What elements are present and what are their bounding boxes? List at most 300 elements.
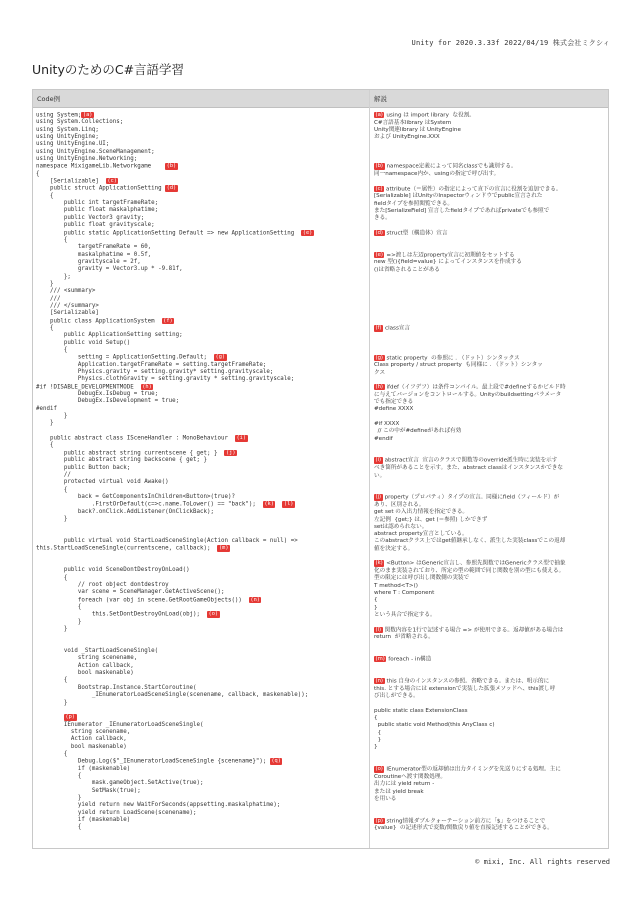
note-line — [374, 259, 606, 266]
code-line — [36, 817, 369, 824]
note-line — [374, 538, 606, 545]
code-line — [36, 310, 369, 317]
code-line — [36, 729, 369, 736]
note-line — [374, 509, 606, 516]
code-line — [36, 531, 369, 538]
note-text: 出力には yield return - — [374, 781, 435, 788]
annotation-marker: (n) — [375, 677, 383, 684]
code-line — [36, 626, 369, 633]
code-text: Debug.Log($"_IEnumeratorLoadSceneSingle {scenename}"); — [36, 758, 270, 765]
explanation-note — [374, 766, 606, 803]
note-line — [374, 362, 606, 369]
code-explanation-table — [32, 89, 609, 849]
note-text: <Button> はGeneric宣言し、参照先関数ではGenericクラス型で抽象 — [386, 560, 566, 567]
code-text: { — [36, 486, 68, 493]
explanation-note — [374, 384, 606, 443]
code-line — [36, 274, 369, 281]
code-text: DebugEx.IsDevelopment = true; — [36, 398, 180, 405]
note-line — [374, 325, 606, 333]
code-line — [36, 589, 369, 596]
note-line — [374, 171, 606, 178]
code-text: } — [36, 794, 82, 801]
code-line — [36, 171, 369, 178]
note-text: [Serializable] はUnityのInspectorウィンドウでpublic宣言された — [374, 193, 543, 200]
note-line — [374, 473, 606, 480]
note-text: また[SerializeField] 宣言したfieldタイプであればprivateでも参照で — [374, 207, 550, 214]
code-line — [36, 633, 369, 640]
code-text: public abstract class ISceneHandler : MonoBehaviour — [36, 435, 235, 442]
code-text: .FirstOrDefault(c=>c.name.ToLower() == "back"); — [36, 501, 263, 508]
code-text: public Vector3 gravity; — [36, 214, 145, 221]
code-text: _IEnumeratorLoadSceneSingle(scenename, callback, maskenable)); — [36, 692, 309, 699]
note-line — [374, 215, 606, 222]
code-line — [36, 340, 369, 347]
annotation-marker: (i) — [236, 435, 247, 442]
code-text: using System.Linq; — [36, 126, 99, 133]
note-line — [374, 766, 606, 774]
code-text: using UnityEngine.SceneManagement; — [36, 148, 155, 155]
note-text: C#言語基本library はSystem — [374, 119, 452, 126]
code-line — [36, 773, 369, 780]
code-line — [36, 722, 369, 729]
code-line — [36, 641, 369, 648]
note-line — [374, 825, 606, 832]
code-line — [36, 751, 369, 758]
code-line — [36, 112, 369, 119]
code-text: public Button back; — [36, 464, 131, 471]
code-line — [36, 611, 369, 618]
code-line — [36, 802, 369, 809]
note-line — [374, 700, 606, 707]
code-text: public int targetFrameRate; — [36, 200, 159, 207]
code-text: } — [36, 699, 68, 706]
note-line — [374, 605, 606, 612]
note-text: where T : Component — [374, 590, 435, 597]
code-text: var scene = SceneManager.GetActiveScene(); — [36, 589, 225, 596]
code-text: bool maskenable) — [36, 670, 134, 677]
code-line — [36, 288, 369, 295]
code-line — [36, 259, 369, 266]
note-text: 関数内容を1行で記述する場合 => が使用できる。返却値がある場合は — [384, 627, 564, 633]
code-line — [36, 780, 369, 787]
annotation-marker: (g) — [215, 354, 226, 361]
note-line — [374, 546, 606, 553]
annotation-marker: (e) — [302, 229, 313, 236]
code-text: yield return new WaitForSeconds(appsetting.maskalphatime); — [36, 802, 281, 809]
note-text: foreach - in構造 — [388, 656, 432, 663]
note-text: あり、区別される。 — [374, 501, 425, 508]
code-text: } — [36, 413, 68, 420]
note-text: this. とする場合には extensionで実装した拡張メソッドへ、this渡し呼 — [374, 685, 556, 692]
code-text: foreach (var obj in scene.GetRootGameObjects()) — [36, 597, 249, 604]
code-line — [36, 604, 369, 611]
code-line — [36, 252, 369, 259]
code-text: protected virtual void Awake() — [36, 479, 169, 486]
note-line — [374, 436, 606, 443]
annotation-marker: (k) — [375, 560, 383, 567]
code-text: targetFrameRate = 60, — [36, 244, 152, 251]
code-text: Physics.gravity = setting.gravity* setting.gravityscale; — [36, 369, 274, 376]
code-line — [36, 281, 369, 288]
note-line — [374, 708, 606, 715]
code-line — [36, 736, 369, 743]
code-line — [36, 347, 369, 354]
notes-column-header: 解説 — [374, 95, 387, 103]
code-line — [36, 545, 369, 552]
note-text: attribute（＝属性）の指定によって直下の宣言に役割を追加できる。 — [386, 186, 562, 192]
note-text: using は import library な役割。 — [386, 112, 475, 119]
code-text: [Serializable] — [36, 178, 106, 185]
code-line — [36, 457, 369, 464]
copyright: © mixi, Inc. All rights reserved — [475, 858, 610, 866]
note-text: // この中が#defineがあれば有効 — [374, 428, 462, 435]
note-line — [374, 406, 606, 413]
note-text: クス — [374, 369, 386, 376]
code-text: public abstract string currentscene { get; } — [36, 450, 225, 457]
code-text: { — [36, 347, 68, 353]
code-line — [36, 163, 369, 170]
note-line — [374, 267, 606, 274]
explanation-note — [374, 230, 606, 238]
annotation-marker: (h) — [142, 383, 152, 390]
note-line — [374, 384, 606, 392]
note-text: public static void Method(this AnyClass c) — [374, 722, 495, 729]
note-text: abstract property宣言としている。 — [374, 531, 468, 538]
note-text: abstract宣言 宣言のクラスで関数等のoverride派生時に実装を示す — [384, 457, 558, 464]
code-line — [36, 362, 369, 369]
note-line — [374, 193, 606, 200]
note-text — [374, 700, 376, 706]
code-text: IEnumerator _IEnumeratorLoadSceneSingle( — [36, 721, 204, 728]
annotation-marker: (d) — [166, 185, 177, 192]
code-text: public struct ApplicationSetting — [36, 185, 166, 192]
note-line — [374, 737, 606, 744]
code-text: void _StartLoadSceneSingle( — [36, 648, 159, 655]
code-line — [36, 332, 369, 339]
note-text: { — [374, 597, 378, 604]
note-text: return が省略される。 — [374, 634, 434, 641]
note-line — [374, 722, 606, 729]
note-line — [374, 134, 606, 141]
code-text: #endif — [36, 405, 57, 412]
note-text — [374, 414, 376, 420]
annotation-marker: (d) — [375, 229, 383, 236]
code-line — [36, 435, 369, 442]
code-text: DebugEx.IsDebug = true; — [36, 391, 159, 398]
annotation-marker: (g) — [375, 354, 383, 361]
code-text: if (maskenable) — [36, 765, 131, 772]
code-line — [36, 178, 369, 185]
annotation-marker: (h) — [375, 383, 383, 390]
note-line — [374, 686, 606, 693]
code-text: using UnityEngine; — [36, 134, 99, 141]
code-line — [36, 700, 369, 707]
note-text: #endif — [374, 435, 393, 442]
code-text: public float maskalphatime; — [36, 207, 159, 214]
code-line — [36, 494, 369, 501]
note-line — [374, 715, 606, 722]
code-line — [36, 677, 369, 684]
note-text: でも指定できる — [374, 399, 414, 406]
code-text: public void SceneDontDestroyOnLoad() — [36, 567, 190, 574]
note-line — [374, 612, 606, 619]
note-text: Coroutineへ渡す関数処理。 — [374, 773, 446, 780]
code-line — [36, 318, 369, 325]
code-line — [36, 296, 369, 303]
note-text: ifdef（イフデフ）は条件コンパイル。最上段で#defineするかビルド時 — [386, 384, 566, 391]
code-text: { — [36, 824, 82, 831]
note-line — [374, 678, 606, 686]
code-line — [36, 325, 369, 332]
note-text: Class property / struct property も同様に . （ドット）シンタッ — [374, 362, 543, 369]
explanation-note — [374, 627, 606, 642]
note-text: べき箇所があることを示す。また、abstract classはインスタンスかできな — [374, 465, 563, 472]
code-line — [36, 141, 369, 148]
code-text: } — [36, 280, 54, 287]
code-text: public abstract string backscene { get; } — [36, 457, 208, 464]
note-text: という具合で指定する。 — [374, 611, 436, 618]
code-text: Physics.clothGravity = setting.gravity * setting.gravityscale; — [36, 376, 295, 383]
note-text: struct型（構造体）宣言 — [386, 230, 448, 237]
code-text: Action callback, — [36, 662, 134, 669]
annotation-marker: (n) — [250, 596, 260, 603]
code-line — [36, 619, 369, 626]
note-line — [374, 583, 606, 590]
explanation-note — [374, 560, 606, 619]
note-line — [374, 517, 606, 524]
explanation-note — [374, 494, 606, 553]
code-text: public virtual void StartLoadSceneSingle(Action callback = null) => — [36, 537, 298, 544]
note-text: 化のまま実装されており、所定の型の範囲で同じ関数を別の型にも使える。 — [374, 568, 565, 575]
note-text: このabstractクラス上ではget値継承しなく、派生した実装classでこの返却 — [374, 538, 566, 545]
annotation-marker: (m) — [375, 655, 385, 662]
code-text: this.StartLoadSceneSingle(currentscene, callback); — [36, 545, 218, 552]
note-line — [374, 781, 606, 788]
note-line — [374, 693, 606, 700]
code-line — [36, 560, 369, 567]
explanation-note — [374, 355, 606, 377]
code-text: { — [36, 324, 54, 331]
explanation-note — [374, 325, 606, 333]
note-line — [374, 120, 606, 127]
note-text: #if XXXX — [374, 420, 400, 427]
code-line — [36, 788, 369, 795]
code-text: using System; — [36, 112, 82, 119]
note-text: class宣言 — [385, 325, 411, 332]
note-line — [374, 789, 606, 796]
note-line — [374, 744, 606, 751]
code-text: /// </summary> — [36, 302, 99, 309]
code-line — [36, 369, 369, 376]
note-line — [374, 656, 606, 664]
note-line — [374, 428, 606, 435]
note-text: { — [374, 729, 382, 736]
note-line — [374, 414, 606, 421]
code-line — [36, 391, 369, 398]
code-line — [36, 655, 369, 662]
note-text: 型の限定には呼び出し関数側の実装で — [374, 575, 470, 582]
code-line — [36, 567, 369, 574]
code-line — [36, 406, 369, 413]
note-text: T method<T>() — [374, 582, 418, 589]
code-line — [36, 663, 369, 670]
annotation-marker: (q) — [271, 758, 281, 765]
code-line — [36, 119, 369, 126]
code-text: Action callback, — [36, 736, 127, 743]
code-text: back?.onClick.AddListener(OnClickBack); — [36, 508, 214, 515]
note-line — [374, 392, 606, 399]
annotation-marker: (c) — [375, 185, 383, 192]
code-text: }; — [36, 273, 71, 280]
note-text: {value} の記述形式で変数/関数戻り値を直接記述することができる。 — [374, 825, 553, 832]
annotation-marker: (f) — [163, 317, 173, 324]
annotation-marker: (l) — [375, 626, 382, 633]
code-line — [36, 692, 369, 699]
code-line — [36, 384, 369, 391]
note-text: IEnumerator型の返却値は出力タイミングを先送りにする処理。主に — [386, 766, 561, 773]
code-line — [36, 501, 369, 508]
note-text: fieldタイプを参照閲覧できる。 — [374, 200, 453, 207]
code-line — [36, 193, 369, 200]
code-text: using UnityEngine.UI; — [36, 141, 110, 148]
note-text: public static class ExtensionClass — [374, 707, 468, 714]
note-text: property（プロパティ）タイプの宣言。同様にfield（フィールド）が — [384, 494, 560, 501]
code-text: using System.Collections; — [36, 119, 124, 126]
code-line — [36, 487, 369, 494]
note-line — [374, 399, 606, 406]
code-text: { — [36, 750, 68, 757]
code-line — [36, 714, 369, 721]
code-text: Bootstrap.Instance.StartCoroutine( — [36, 684, 197, 691]
explanation-note — [374, 457, 606, 479]
code-line — [36, 398, 369, 405]
code-text: back = GetComponentsInChildren<Button>(true)? — [36, 493, 235, 500]
code-text: } — [36, 515, 68, 522]
code-line — [36, 516, 369, 523]
note-line — [374, 597, 606, 604]
explanation-note — [374, 252, 606, 274]
explanation-note — [374, 186, 606, 223]
annotation-marker: (f) — [375, 325, 382, 332]
note-text: } — [374, 604, 378, 611]
code-text: SetMask(true); — [36, 787, 141, 794]
annotation-marker: (i) — [375, 457, 382, 464]
code-line — [36, 648, 369, 655]
note-text: get set の入出力情報を指定できる。 — [374, 509, 469, 516]
code-text: public float gravityscale; — [36, 222, 155, 229]
code-text: #if !DISABLE_DEVELOPMENTMODE — [36, 384, 141, 391]
code-text: { — [36, 677, 68, 684]
annotation-marker: (c) — [107, 178, 117, 185]
note-line — [374, 730, 606, 737]
code-text: Application.targetFrameRate = setting.targetFrameRate; — [36, 361, 267, 368]
note-line — [374, 590, 606, 597]
code-line — [36, 575, 369, 582]
code-line — [36, 553, 369, 560]
code-listing — [36, 112, 369, 832]
note-text: #define XXXX — [374, 406, 414, 413]
note-text: 値を決定する。 — [374, 545, 414, 552]
code-line — [36, 597, 369, 604]
annotation-marker: (b) — [375, 163, 383, 170]
note-text: 同一namespace内か、usingの指定で呼び出す。 — [374, 171, 500, 178]
annotation-marker: (p) — [65, 714, 75, 721]
code-text: namespace MixigameLib.Networkgame — [36, 163, 166, 170]
code-line — [36, 156, 369, 163]
code-text — [36, 715, 64, 721]
note-text: に与えてバージョンをコントロールする。Unityのbuildsettingパラメータ — [374, 391, 562, 398]
code-text: [Serializable] — [36, 310, 99, 317]
code-line — [36, 758, 369, 765]
code-text: { — [36, 772, 82, 779]
code-text: public void Setup() — [36, 339, 131, 346]
code-line — [36, 538, 369, 545]
code-line — [36, 509, 369, 516]
note-text: きる。 — [374, 215, 391, 222]
code-line — [36, 824, 369, 831]
note-text: namespace定義によって同名classでも識別する。 — [386, 163, 517, 170]
note-line — [374, 634, 606, 641]
code-text: gravityscale = 2f, — [36, 258, 141, 265]
code-line — [36, 222, 369, 229]
explanation-note — [374, 818, 606, 833]
annotation-marker: (a) — [82, 112, 93, 118]
note-text: } — [374, 744, 378, 751]
code-column-header: Code例 — [37, 95, 61, 103]
annotation-marker: (k) — [264, 501, 274, 508]
code-line — [36, 200, 369, 207]
annotation-marker: (p) — [375, 817, 383, 824]
code-line — [36, 465, 369, 472]
note-text: び出しができる。 — [374, 693, 419, 700]
code-text: } — [36, 618, 82, 625]
code-text: using UnityEngine.Networking; — [36, 156, 138, 163]
annotation-marker: (m) — [218, 545, 229, 552]
code-line — [36, 149, 369, 156]
code-line — [36, 185, 369, 192]
code-line — [36, 428, 369, 435]
code-text: /// — [36, 295, 61, 302]
code-line — [36, 207, 369, 214]
note-text: } — [374, 736, 382, 743]
note-line — [374, 796, 606, 803]
explanation-note — [374, 163, 606, 178]
code-text: string scenename, — [36, 728, 131, 735]
code-line — [36, 766, 369, 773]
code-line — [36, 134, 369, 141]
code-text: /// <summary> — [36, 288, 96, 295]
note-text: string情報ダブルクォーテーション前方に「$」をつけることで — [386, 818, 546, 825]
code-line — [36, 420, 369, 427]
note-line — [374, 208, 606, 215]
code-text: public ApplicationSetting setting; — [36, 332, 183, 339]
code-text: this.SetDontDestroyOnLoad(obj); — [36, 611, 208, 618]
note-line — [374, 230, 606, 238]
code-text: gravity = Vector3.up * -9.81f, — [36, 266, 183, 273]
note-line — [374, 560, 606, 568]
code-line — [36, 795, 369, 802]
code-line — [36, 707, 369, 714]
code-text: { — [36, 192, 54, 199]
note-text: および UnityEngine.XXX — [374, 134, 440, 141]
annotation-marker: (o) — [375, 766, 383, 773]
code-text: if (maskenable) — [36, 817, 131, 823]
code-text: yield return LoadScene(scenename); — [36, 809, 197, 816]
note-text: または yield break — [374, 788, 424, 795]
code-line — [36, 523, 369, 530]
code-line — [36, 582, 369, 589]
code-line — [36, 266, 369, 273]
